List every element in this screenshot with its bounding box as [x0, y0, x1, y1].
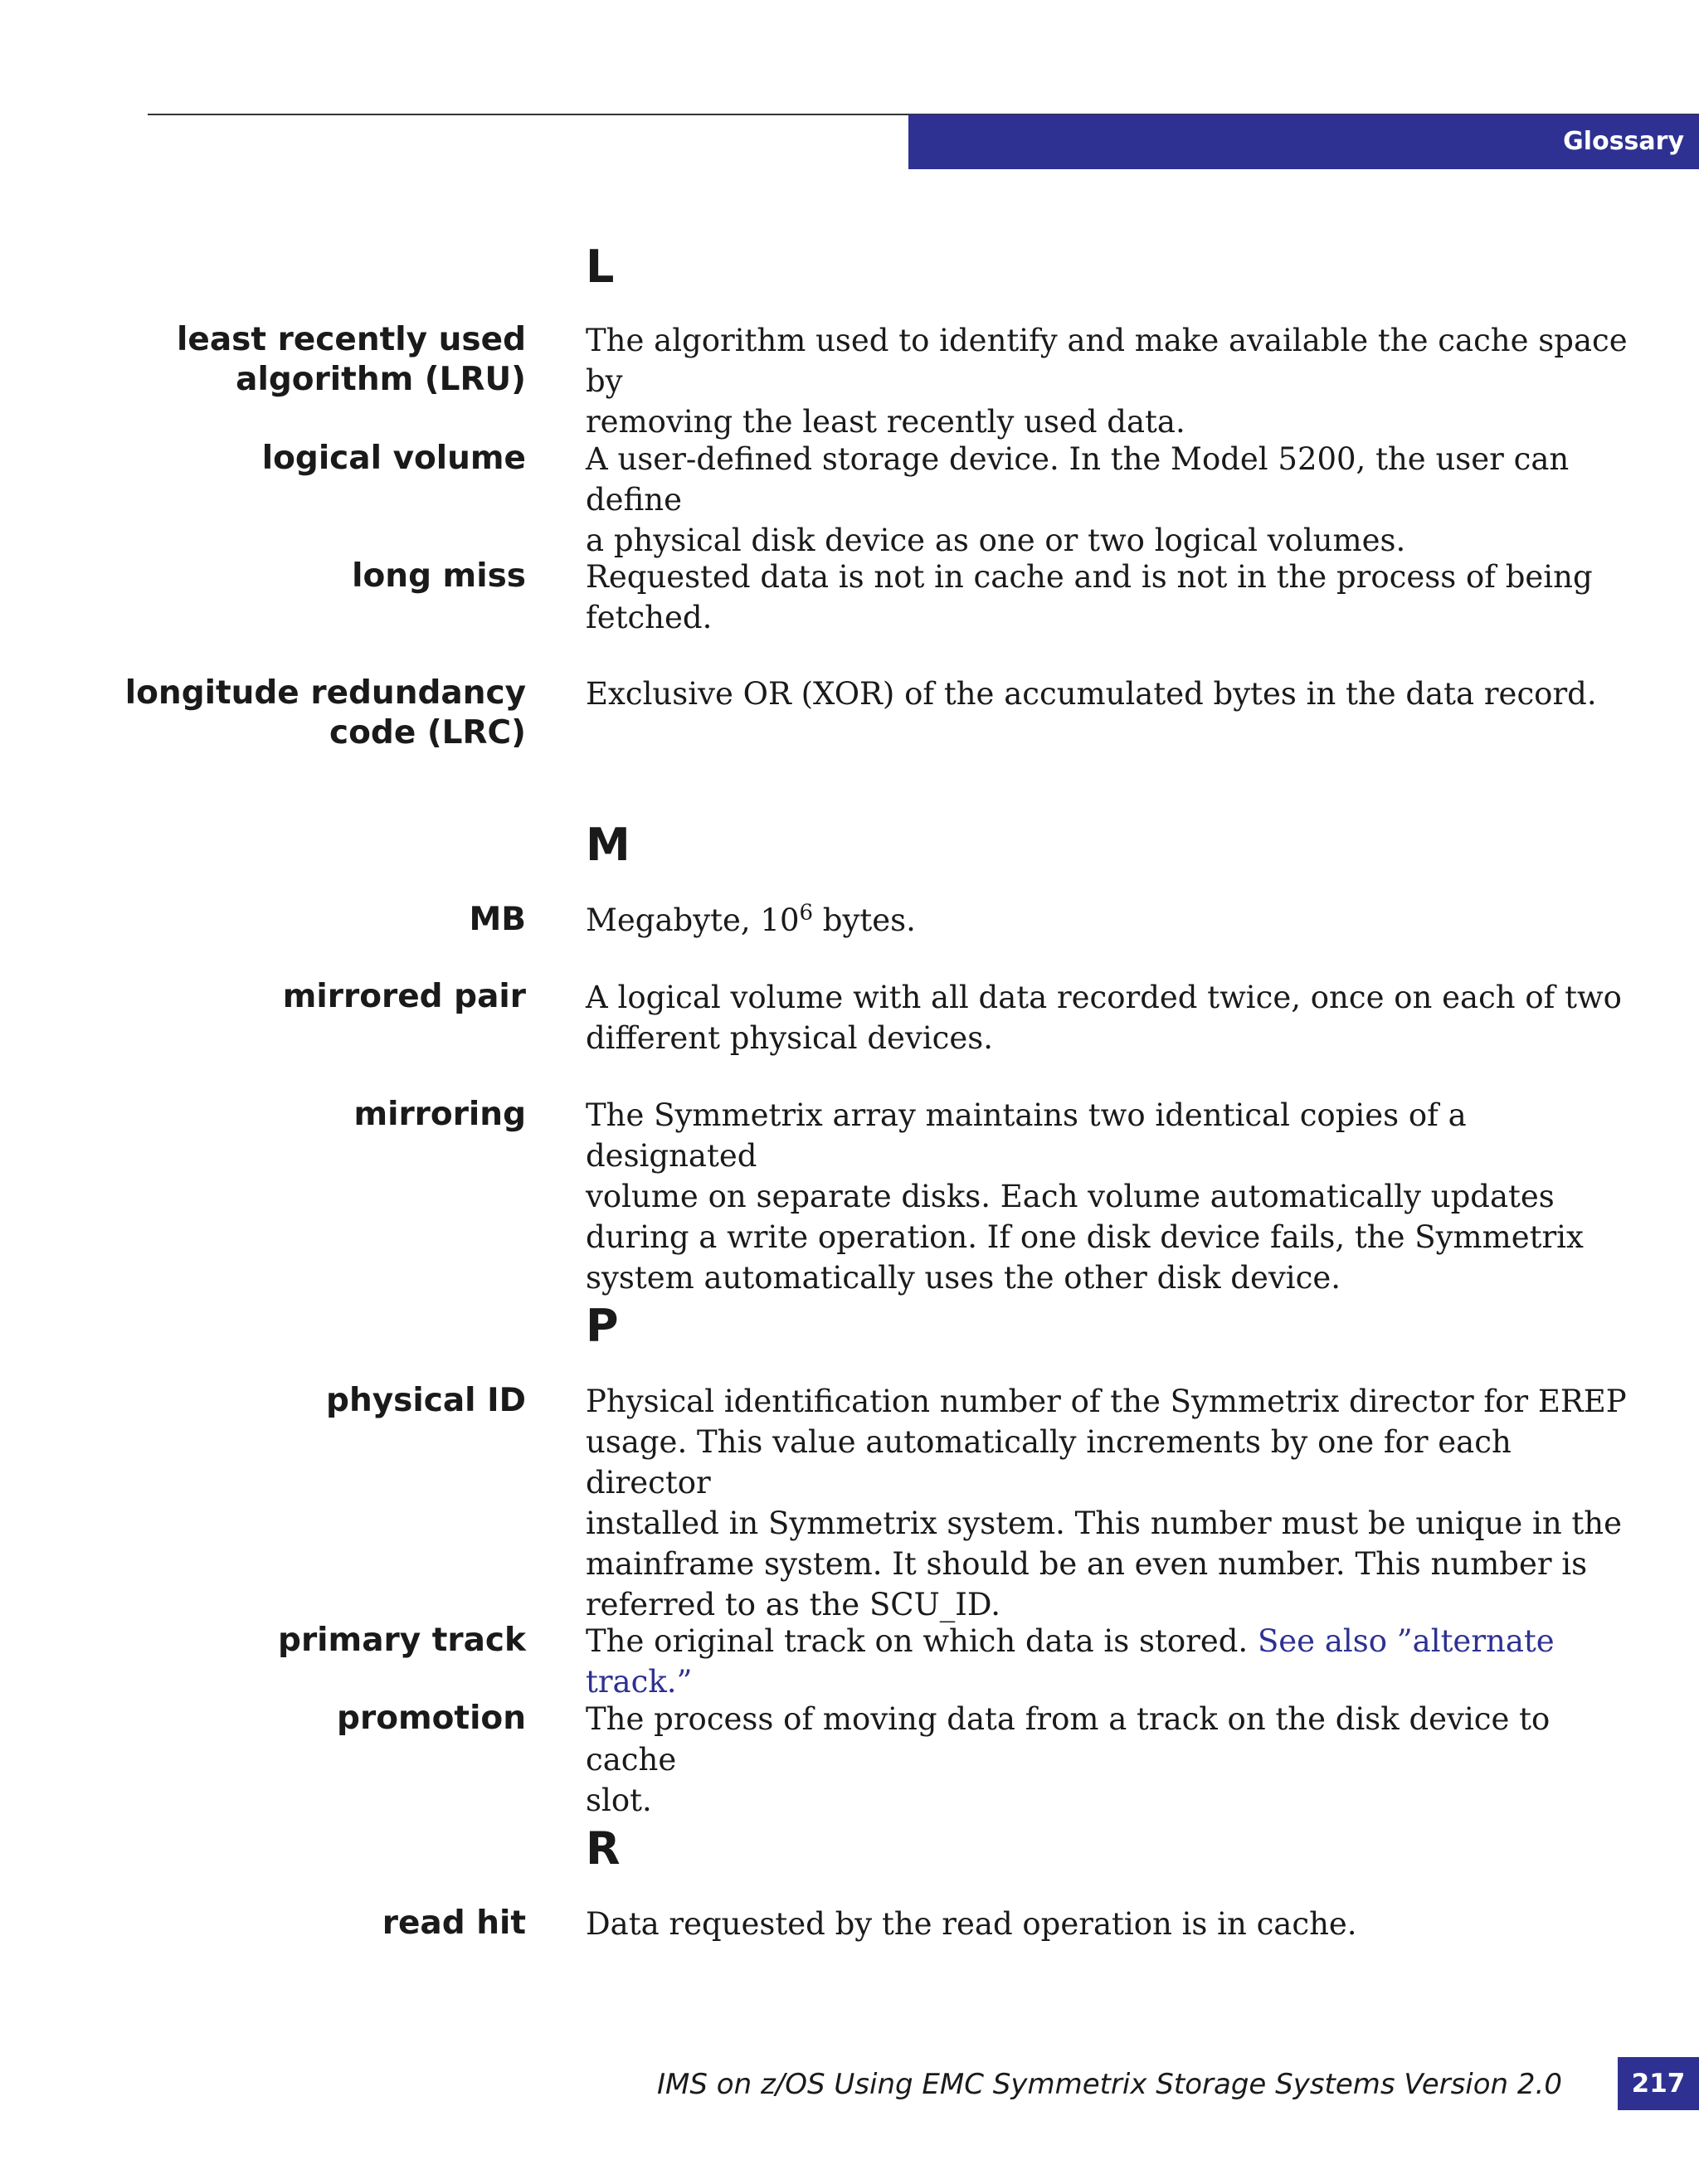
- glossary-definition: Requested data is not in cache and is not in the process of being fetched.: [586, 559, 1593, 635]
- definition-text: Megabyte, 10: [586, 902, 800, 938]
- glossary-term: logical volume: [261, 440, 526, 477]
- glossary-definition: A user-defined storage device. In the Model 5200, the user can define a physical disk device as one or two logical volumes.: [586, 441, 1570, 558]
- glossary-definition: Physical identification number of the Symmetrix director for EREP usage. This value automatically increments by one for each director installed in Symmetrix system. This number must be unique in the mainframe system. It should be an even number. This number is referred to as the SCU_ID.: [586, 1384, 1627, 1622]
- glossary-definition: A logical volume with all data recorded twice, once on each of two different physical devices.: [586, 980, 1622, 1056]
- glossary-term: read hit: [382, 1904, 526, 1942]
- glossary-term: physical ID: [326, 1382, 526, 1419]
- glossary-definition: [586, 900, 1639, 941]
- glossary-definition: The process of moving data from a track on the disk device to cache slot.: [586, 1701, 1551, 1818]
- section-header-bar: [908, 114, 1699, 169]
- glossary-term: promotion: [337, 1700, 526, 1737]
- footer-document-title: IMS on z/OS Using EMC Symmetrix Storage Systems Version 2.0: [657, 2068, 1562, 2101]
- glossary-term: mirroring: [353, 1096, 526, 1133]
- glossary-definition: Data requested by the read operation is in cache.: [586, 1906, 1357, 1942]
- section-letter-r: R: [586, 1822, 621, 1875]
- page-number-badge: [1618, 2057, 1699, 2110]
- section-title: Glossary: [1563, 127, 1684, 156]
- glossary-definition: The algorithm used to identify and make available the cache space by removing the least recently used data.: [586, 323, 1628, 440]
- glossary-definition: Exclusive OR (XOR) of the accumulated bytes in the data record.: [586, 676, 1597, 712]
- glossary-term: long miss: [352, 557, 526, 595]
- definition-text: The original track on which data is stored.: [586, 1623, 1258, 1659]
- glossary-definition: [586, 1621, 1639, 1702]
- glossary-definition: The Symmetrix array maintains two identical copies of a designated volume on separate disks. Each volume automatically updates during a write operation. If one disk device fails, the Symmetrix system automatically uses the other disk device.: [586, 1097, 1584, 1296]
- section-letter-l: L: [586, 241, 615, 293]
- see-also-link[interactable]: See also ”alternate track.”: [586, 1623, 1555, 1700]
- glossary-term: primary track: [278, 1622, 526, 1659]
- superscript-exponent: 6: [799, 900, 814, 926]
- glossary-term: least recently used algorithm (LRU): [177, 321, 526, 398]
- glossary-term: mirrored pair: [282, 978, 526, 1015]
- glossary-term: MB: [469, 901, 526, 938]
- definition-text: bytes.: [813, 902, 916, 938]
- page-number: 217: [1631, 2069, 1686, 2099]
- glossary-term: longitude redundancy code (LRC): [124, 674, 526, 752]
- section-letter-p: P: [586, 1300, 619, 1352]
- section-letter-m: M: [586, 819, 630, 871]
